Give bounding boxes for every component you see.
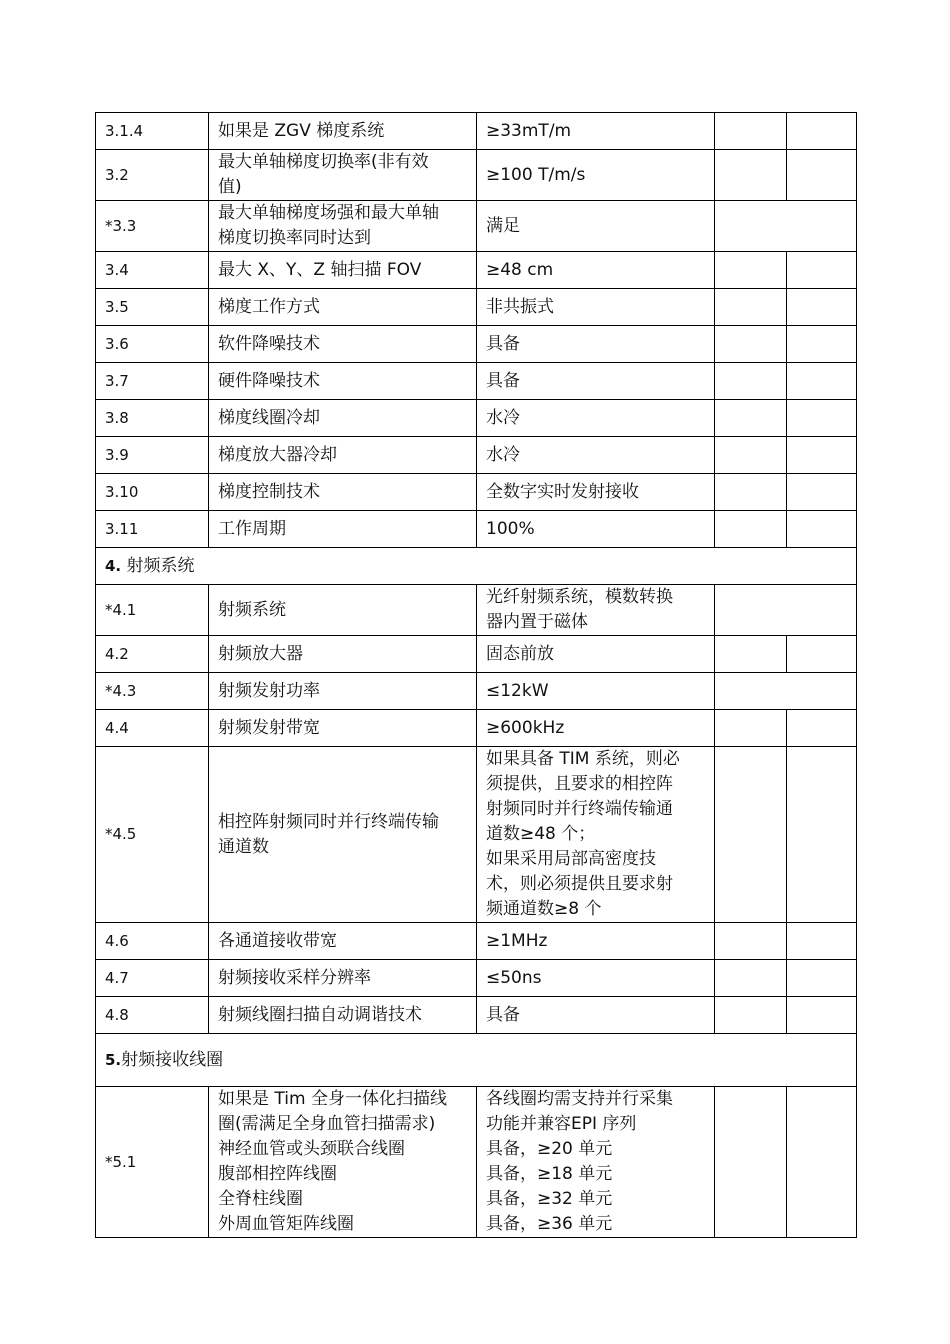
- item-requirement: 具备: [477, 997, 715, 1034]
- spec-table-body: [96, 113, 857, 1238]
- blank-cell: [787, 636, 857, 673]
- item-requirement: ≥600kHz: [477, 710, 715, 747]
- item-requirement: 水冷: [477, 437, 715, 474]
- blank-cell: [715, 363, 787, 400]
- blank-cell: [715, 289, 787, 326]
- blank-cell: [715, 511, 787, 548]
- table-row: [96, 636, 857, 673]
- blank-cell: [787, 474, 857, 511]
- blank-cell: [715, 585, 857, 636]
- table-row: [96, 150, 857, 201]
- item-name: 相控阵射频同时并行终端传输 通道数: [209, 747, 477, 923]
- item-requirement: 全数字实时发射接收: [477, 474, 715, 511]
- section-number: 5.: [105, 1050, 122, 1069]
- blank-cell: [787, 710, 857, 747]
- item-number: 3.6: [96, 326, 209, 363]
- blank-cell: [715, 437, 787, 474]
- section-title: 射频接收线圈: [121, 1049, 224, 1070]
- item-number: 3.8: [96, 400, 209, 437]
- item-requirement: 光纤射频系统，模数转换 器内置于磁体: [477, 585, 715, 636]
- blank-cell: [787, 747, 857, 923]
- item-requirement: 具备: [477, 363, 715, 400]
- blank-cell: [787, 923, 857, 960]
- blank-cell: [787, 289, 857, 326]
- item-requirement: ≤50ns: [477, 960, 715, 997]
- blank-cell: [787, 363, 857, 400]
- item-number: 4.4: [96, 710, 209, 747]
- item-name: 射频系统: [209, 585, 477, 636]
- blank-cell: [787, 400, 857, 437]
- section-title: 射频系统: [126, 555, 195, 576]
- item-requirement: 满足: [477, 201, 715, 252]
- item-number: *3.3: [96, 201, 209, 252]
- item-number: *5.1: [96, 1087, 209, 1238]
- item-number: 3.11: [96, 511, 209, 548]
- item-requirement: ≥100 T/m/s: [477, 150, 715, 201]
- item-requirement: 如果具备 TIM 系统，则必 须提供，且要求的相控阵 射频同时并行终端传输通 道数≥48 个； 如果采用局部高密度技 术，则必须提供且要求射 频通道数≥8 个: [477, 747, 715, 923]
- table-row: [96, 252, 857, 289]
- item-requirement: ≥1MHz: [477, 923, 715, 960]
- blank-cell: [787, 1087, 857, 1238]
- section-row: [96, 1034, 857, 1087]
- table-row: [96, 960, 857, 997]
- blank-cell: [715, 252, 787, 289]
- item-requirement: 固态前放: [477, 636, 715, 673]
- item-name: 射频线圈扫描自动调谐技术: [209, 997, 477, 1034]
- blank-cell: [787, 150, 857, 201]
- blank-cell: [715, 710, 787, 747]
- item-number: 3.2: [96, 150, 209, 201]
- item-number: 4.7: [96, 960, 209, 997]
- item-number: 4.6: [96, 923, 209, 960]
- item-name: 硬件降噪技术: [209, 363, 477, 400]
- item-number: 3.4: [96, 252, 209, 289]
- table-row: [96, 585, 857, 636]
- table-row: [96, 923, 857, 960]
- item-requirement: 非共振式: [477, 289, 715, 326]
- item-number: 3.1.4: [96, 113, 209, 150]
- blank-cell: [715, 113, 787, 150]
- blank-cell: [787, 511, 857, 548]
- blank-cell: [715, 673, 857, 710]
- section-heading: [96, 548, 857, 585]
- blank-cell: [715, 960, 787, 997]
- item-name: 射频放大器: [209, 636, 477, 673]
- blank-cell: [715, 201, 857, 252]
- table-row: [96, 1087, 857, 1238]
- item-name: 最大 X、Y、Z 轴扫描 FOV: [209, 252, 477, 289]
- item-name: 梯度工作方式: [209, 289, 477, 326]
- item-name: 如果是 ZGV 梯度系统: [209, 113, 477, 150]
- item-number: 3.5: [96, 289, 209, 326]
- table-row: [96, 363, 857, 400]
- spec-table: [95, 112, 857, 1238]
- blank-cell: [787, 326, 857, 363]
- item-name: 各通道接收带宽: [209, 923, 477, 960]
- table-row: [96, 673, 857, 710]
- item-requirement: 水冷: [477, 400, 715, 437]
- blank-cell: [787, 960, 857, 997]
- item-requirement: ≥48 cm: [477, 252, 715, 289]
- table-row: [96, 289, 857, 326]
- blank-cell: [715, 923, 787, 960]
- item-requirement: 具备: [477, 326, 715, 363]
- item-name: 射频发射带宽: [209, 710, 477, 747]
- table-row: [96, 474, 857, 511]
- item-name: 最大单轴梯度切换率(非有效 值): [209, 150, 477, 201]
- item-number: 4.8: [96, 997, 209, 1034]
- item-number: *4.5: [96, 747, 209, 923]
- item-number: 3.10: [96, 474, 209, 511]
- table-row: [96, 326, 857, 363]
- table-row: [96, 437, 857, 474]
- item-requirement: 各线圈均需支持并行采集 功能并兼容EPI 序列 具备，≥20 单元 具备，≥18 单元 具备，≥32 单元 具备，≥36 单元: [477, 1087, 715, 1238]
- section-row: [96, 548, 857, 585]
- blank-cell: [715, 747, 787, 923]
- item-name: 射频发射功率: [209, 673, 477, 710]
- item-requirement: 100%: [477, 511, 715, 548]
- table-row: [96, 201, 857, 252]
- item-name: 最大单轴梯度场强和最大单轴 梯度切换率同时达到: [209, 201, 477, 252]
- item-number: 4.2: [96, 636, 209, 673]
- item-requirement: ≥33mT/m: [477, 113, 715, 150]
- blank-cell: [715, 636, 787, 673]
- blank-cell: [787, 997, 857, 1034]
- item-name: 梯度控制技术: [209, 474, 477, 511]
- table-row: [96, 997, 857, 1034]
- item-name: 射频接收采样分辨率: [209, 960, 477, 997]
- blank-cell: [787, 113, 857, 150]
- table-row: [96, 113, 857, 150]
- item-name: 软件降噪技术: [209, 326, 477, 363]
- blank-cell: [715, 400, 787, 437]
- item-number: 3.7: [96, 363, 209, 400]
- item-number: 3.9: [96, 437, 209, 474]
- blank-cell: [715, 1087, 787, 1238]
- item-name: 如果是 Tim 全身一体化扫描线 圈(需满足全身血管扫描需求) 神经血管或头颈联合线圈 腹部相控阵线圈 全脊柱线圈 外周血管矩阵线圈: [209, 1087, 477, 1238]
- table-row: [96, 400, 857, 437]
- item-name: 工作周期: [209, 511, 477, 548]
- item-requirement: ≤12kW: [477, 673, 715, 710]
- blank-cell: [787, 252, 857, 289]
- item-name: 梯度放大器冷却: [209, 437, 477, 474]
- section-heading: [96, 1034, 857, 1087]
- item-number: *4.3: [96, 673, 209, 710]
- item-number: *4.1: [96, 585, 209, 636]
- section-number: 4.: [105, 556, 122, 575]
- blank-cell: [715, 997, 787, 1034]
- blank-cell: [715, 150, 787, 201]
- blank-cell: [715, 474, 787, 511]
- blank-cell: [787, 437, 857, 474]
- table-row: [96, 511, 857, 548]
- table-row: [96, 747, 857, 923]
- blank-cell: [715, 326, 787, 363]
- item-name: 梯度线圈冷却: [209, 400, 477, 437]
- table-row: [96, 710, 857, 747]
